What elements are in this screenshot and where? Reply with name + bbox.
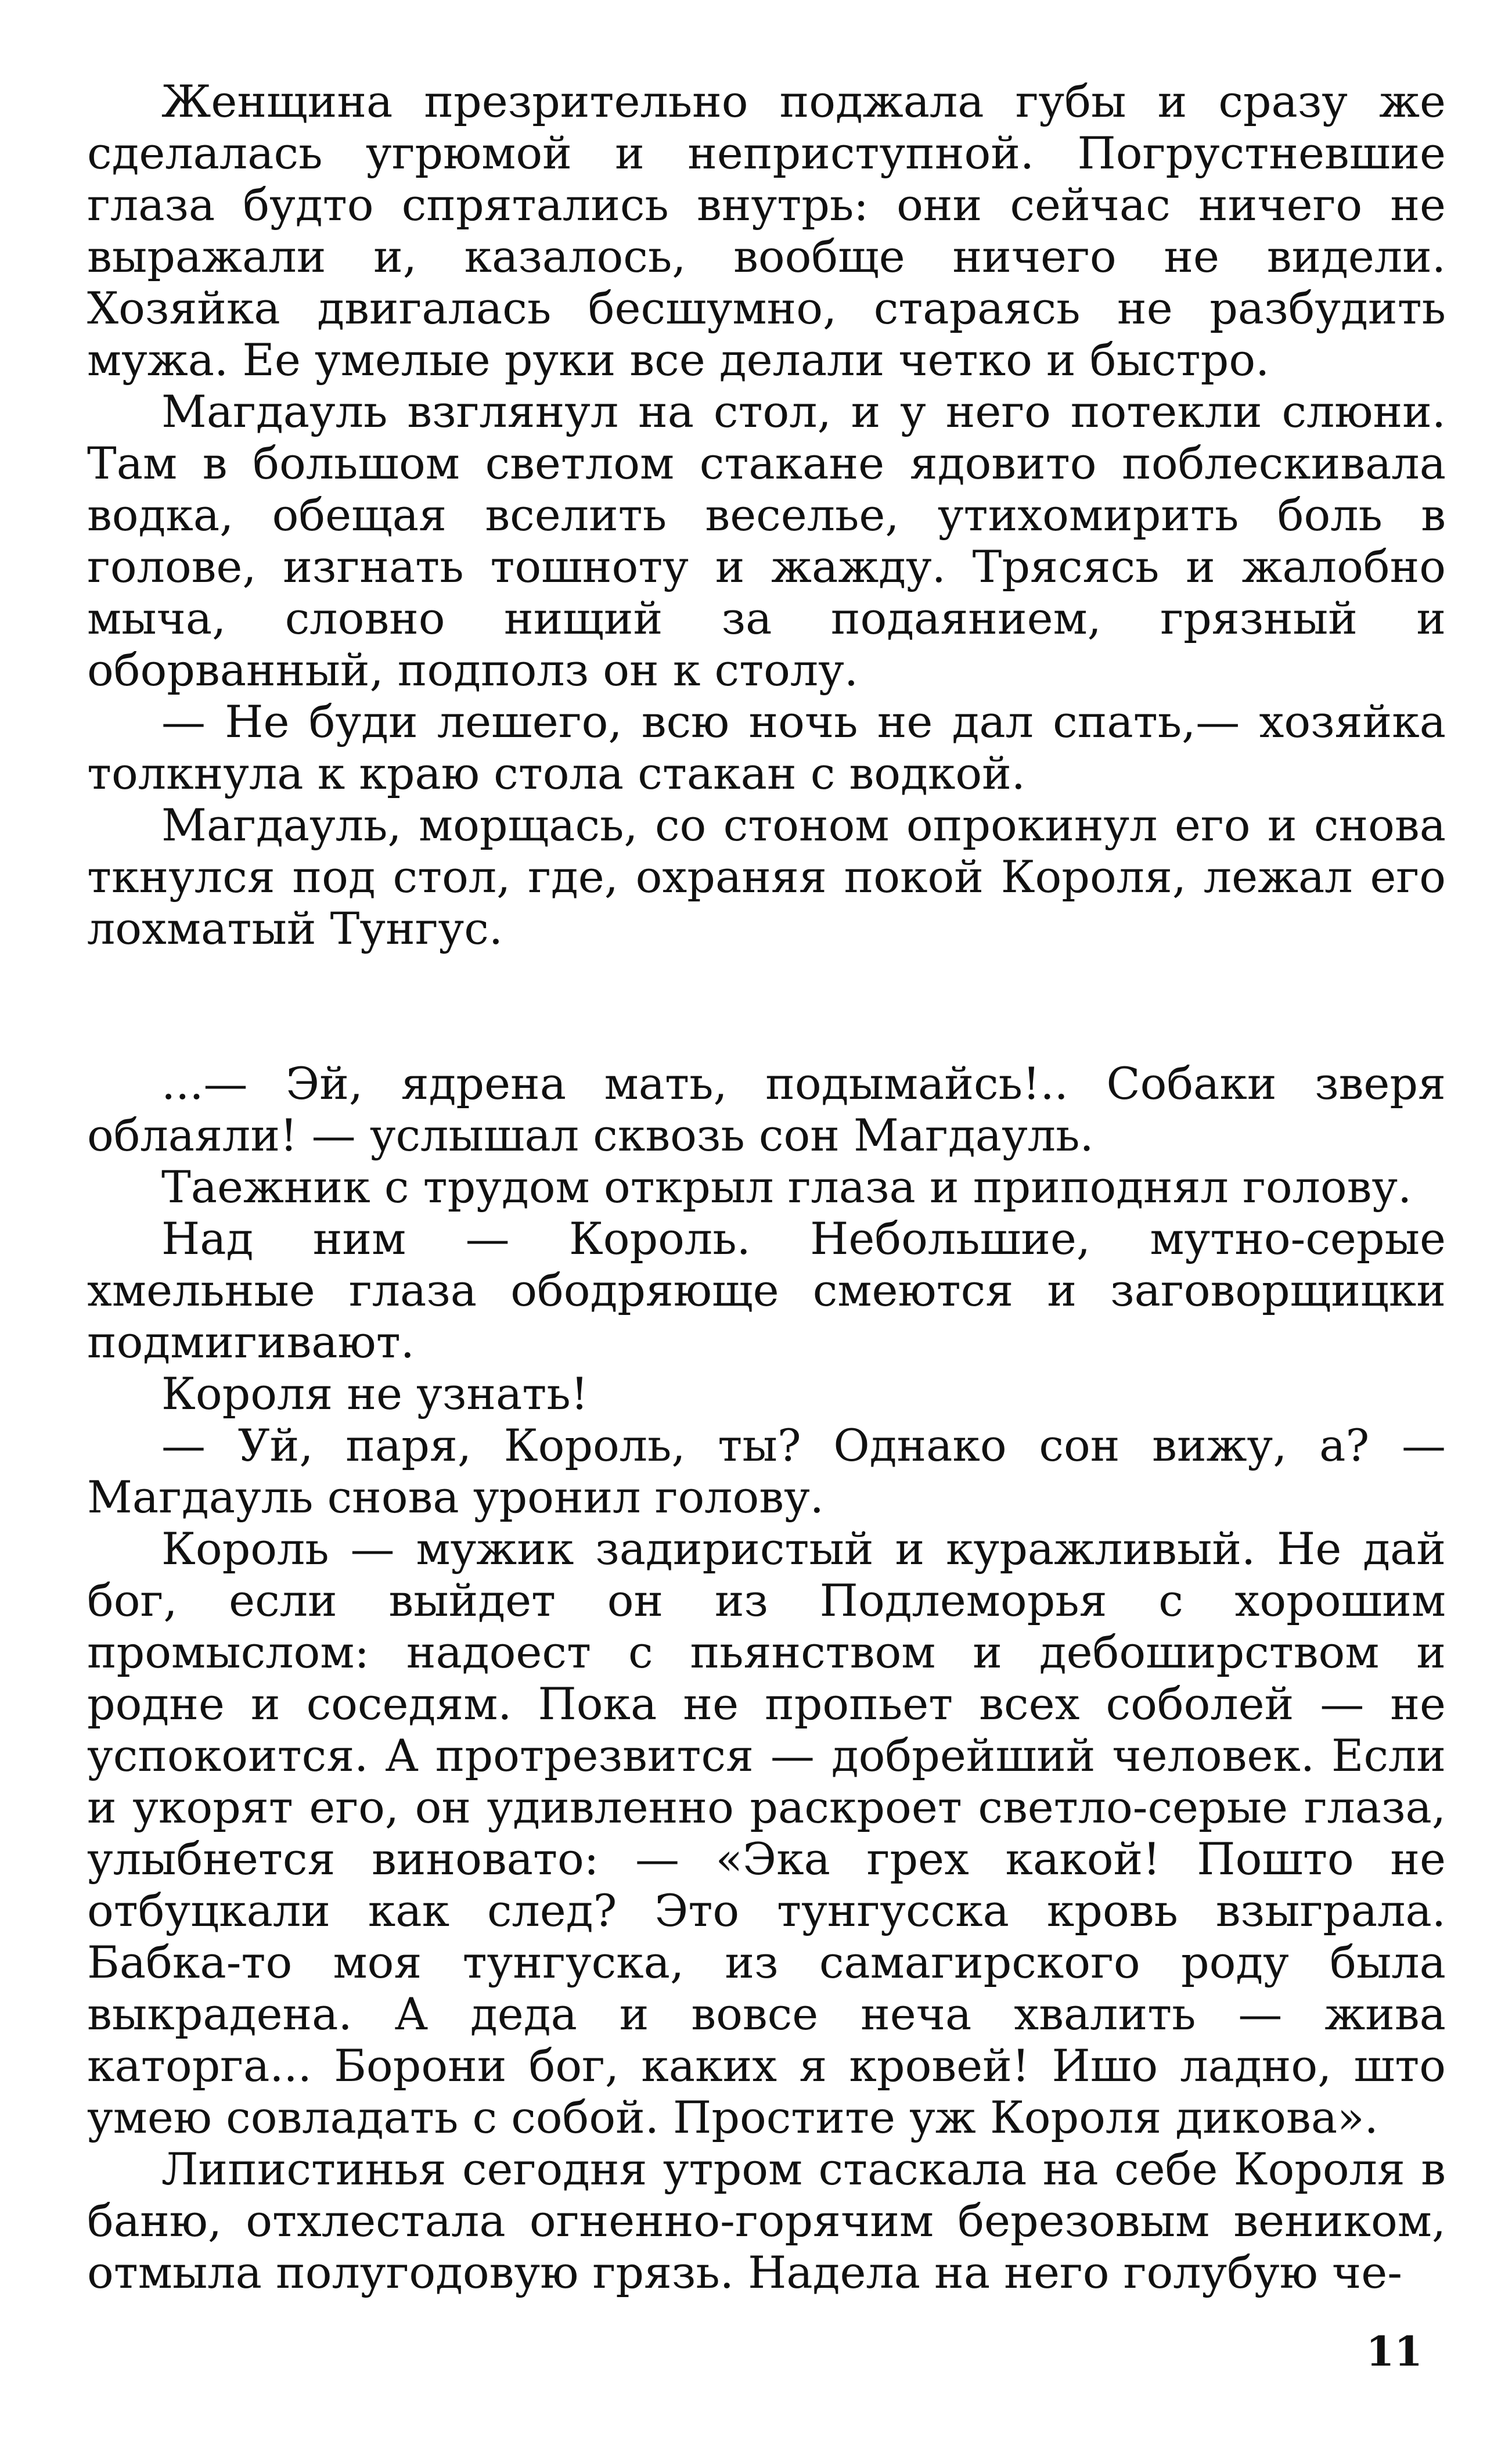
book-page xyxy=(87,76,1446,2375)
paragraph: Женщина презрительно поджала губы и сразу же сделалась угрюмой и неприступной. Погрустневшие глаза будто спрятались внутрь: они сейчас ничего не выражали и, казалось, вообще ничего не видели. Хозяйка двигалась бесшумно, стараясь не разбудить мужа. Ее умелые руки все делали четко и быстро. xyxy=(87,76,1446,386)
paragraph: ...— Эй, ядрена мать, подымайсь!.. Собаки зверя облаяли! — услышал сквозь сон Магдауль. xyxy=(87,1058,1446,1161)
page-number: 11 xyxy=(1366,2327,1423,2375)
section-1 xyxy=(87,76,1446,954)
paragraph: Короля не узнать! xyxy=(161,1368,589,1419)
paragraph: Липистинья сегодня утром стаскала на себе Короля в баню, отхлестала огненно-горячим березовым веником, отмыла полугодовую грязь. Надела на него голубую че- xyxy=(87,2143,1446,2298)
paragraph: — Уй, паря, Король, ты? Однако сон вижу, а? — Магдауль снова уронил голову. xyxy=(87,1419,1446,1523)
section-break xyxy=(87,954,1446,1058)
paragraph: Над ним — Король. Небольшие, мутно-серые хмельные глаза ободряюще смеются и заговорщицки подмигивают. xyxy=(87,1213,1446,1368)
paragraph: Король — мужик задиристый и куражливый. Не дай бог, если выйдет он из Подлеморья с хорошим промыслом: надоест с пьянством и дебоширством и родне и соседям. Пока не пропьет всех соболей — не успокоится. А протрезвится — добрейший человек. Если и укорят его, он удивленно раскроет светло-серые глаза, улыбнется виновато: — «Эка грех какой! Пошто не отбуцкали как след? Это тунгусска кровь взыграла. Бабка-то моя тунгуска, из самагирского роду была выкрадена. А деда и вовсе неча хвалить — жива каторга... Борони бог, каких я кровей! Ишо ладно, што умею совладать с собой. Простите уж Короля дикова». xyxy=(87,1523,1446,2143)
paragraph: — Не буди лешего, всю ночь не дал спать,— хозяйка толкнула к краю стола стакан с водкой. xyxy=(87,696,1446,799)
paragraph: Таежник с трудом открыл глаза и приподнял голову. xyxy=(161,1161,1412,1213)
section-2 xyxy=(87,1058,1446,2298)
paragraph: Магдауль взглянул на стол, и у него потекли слюни. Там в большом светлом стакане ядовито поблескивала водка, обещая вселить веселье, утихомирить боль в голове, изгнать тошноту и жажду. Трясясь и жалобно мыча, словно нищий за подаянием, грязный и оборванный, подполз он к столу. xyxy=(87,386,1446,696)
paragraph: Магдауль, морщась, со стоном опрокинул его и снова ткнулся под стол, где, охраняя покой Короля, лежал его лохматый Тунгус. xyxy=(87,799,1446,954)
